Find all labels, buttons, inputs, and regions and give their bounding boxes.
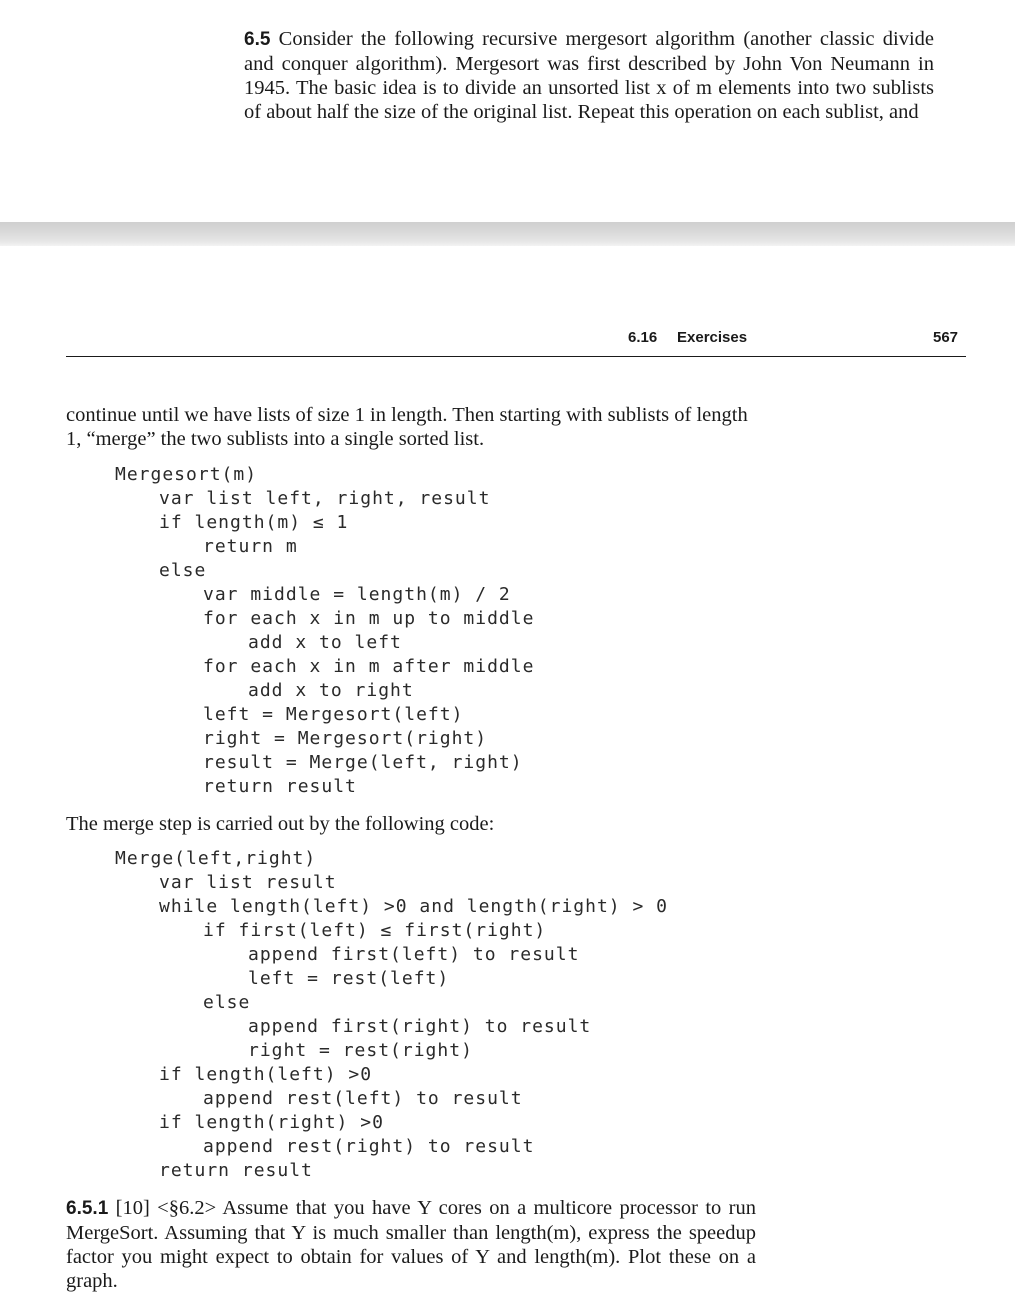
code-line: if length(m) ≤ 1 <box>159 512 349 533</box>
exercise-intro-text: Consider the following recursive mergesort algorithm (another classic divide and conquer algorithm). Mergesort was first described by John Von Neumann in 1945. The basic idea is to divide an unsorted list x of m elements into two sublists of about half the size of the original list. Repeat this operation on each sublist, and <box>244 28 934 123</box>
code-line: return result <box>203 776 357 797</box>
code-line: add x to right <box>248 680 414 701</box>
subexercise-text: [10] <§6.2> Assume that you have Y cores on a multicore processor to run MergeSort. Assuming that Y is much smaller than length(m), express the speedup factor you might expect to obtain for values of Y and length(m). Plot these on a graph. <box>66 1197 756 1292</box>
code-line: Mergesort(m) <box>115 464 258 485</box>
code-line: else <box>159 560 207 581</box>
previous-page-bottom <box>0 0 1015 222</box>
code-line: append rest(left) to result <box>203 1088 523 1109</box>
code-line: result = Merge(left, right) <box>203 752 523 773</box>
running-head-section-title: Exercises <box>677 329 748 346</box>
code-line: if first(left) ≤ first(right) <box>203 920 547 941</box>
code-line: if length(right) >0 <box>159 1112 384 1133</box>
exercise-number: 6.5 <box>244 29 271 50</box>
code-line: left = Mergesort(left) <box>203 704 464 725</box>
merge-code-block <box>115 847 668 1183</box>
code-line: var middle = length(m) / 2 <box>203 584 511 605</box>
code-line: right = rest(right) <box>248 1040 473 1061</box>
code-line: if length(left) >0 <box>159 1064 373 1085</box>
code-line: add x to left <box>248 632 402 653</box>
exercise-6-5-1 <box>66 1196 756 1293</box>
code-line: while length(left) >0 and length(right) > 0 <box>159 896 668 917</box>
code-line: return m <box>203 536 298 557</box>
subexercise-number: 6.5.1 <box>66 1198 109 1219</box>
running-head-section-number: 6.16 <box>628 329 658 346</box>
mergesort-code-block <box>115 463 534 799</box>
merge-intro-paragraph: The merge step is carried out by the following code: <box>66 813 495 835</box>
code-line: left = rest(left) <box>248 968 450 989</box>
code-line: for each x in m after middle <box>203 656 535 677</box>
code-line: append first(left) to result <box>248 944 580 965</box>
code-line: var list left, right, result <box>159 488 491 509</box>
code-line: Merge(left,right) <box>115 848 317 869</box>
page-number: 567 <box>933 329 959 346</box>
code-line: return result <box>159 1160 313 1181</box>
code-line: else <box>203 992 251 1013</box>
exercise-6-5-intro <box>244 27 934 124</box>
code-line: append rest(right) to result <box>203 1136 535 1157</box>
page-gap-divider <box>0 222 1015 246</box>
code-line: for each x in m up to middle <box>203 608 535 629</box>
header-rule <box>66 356 966 357</box>
continuation-paragraph: continue until we have lists of size 1 in length. Then starting with sublists of length 1, “merge” the two sublists into a single sorted list. <box>66 404 748 450</box>
code-line: var list result <box>159 872 337 893</box>
code-line: right = Mergesort(right) <box>203 728 488 749</box>
code-line: append first(right) to result <box>248 1016 592 1037</box>
